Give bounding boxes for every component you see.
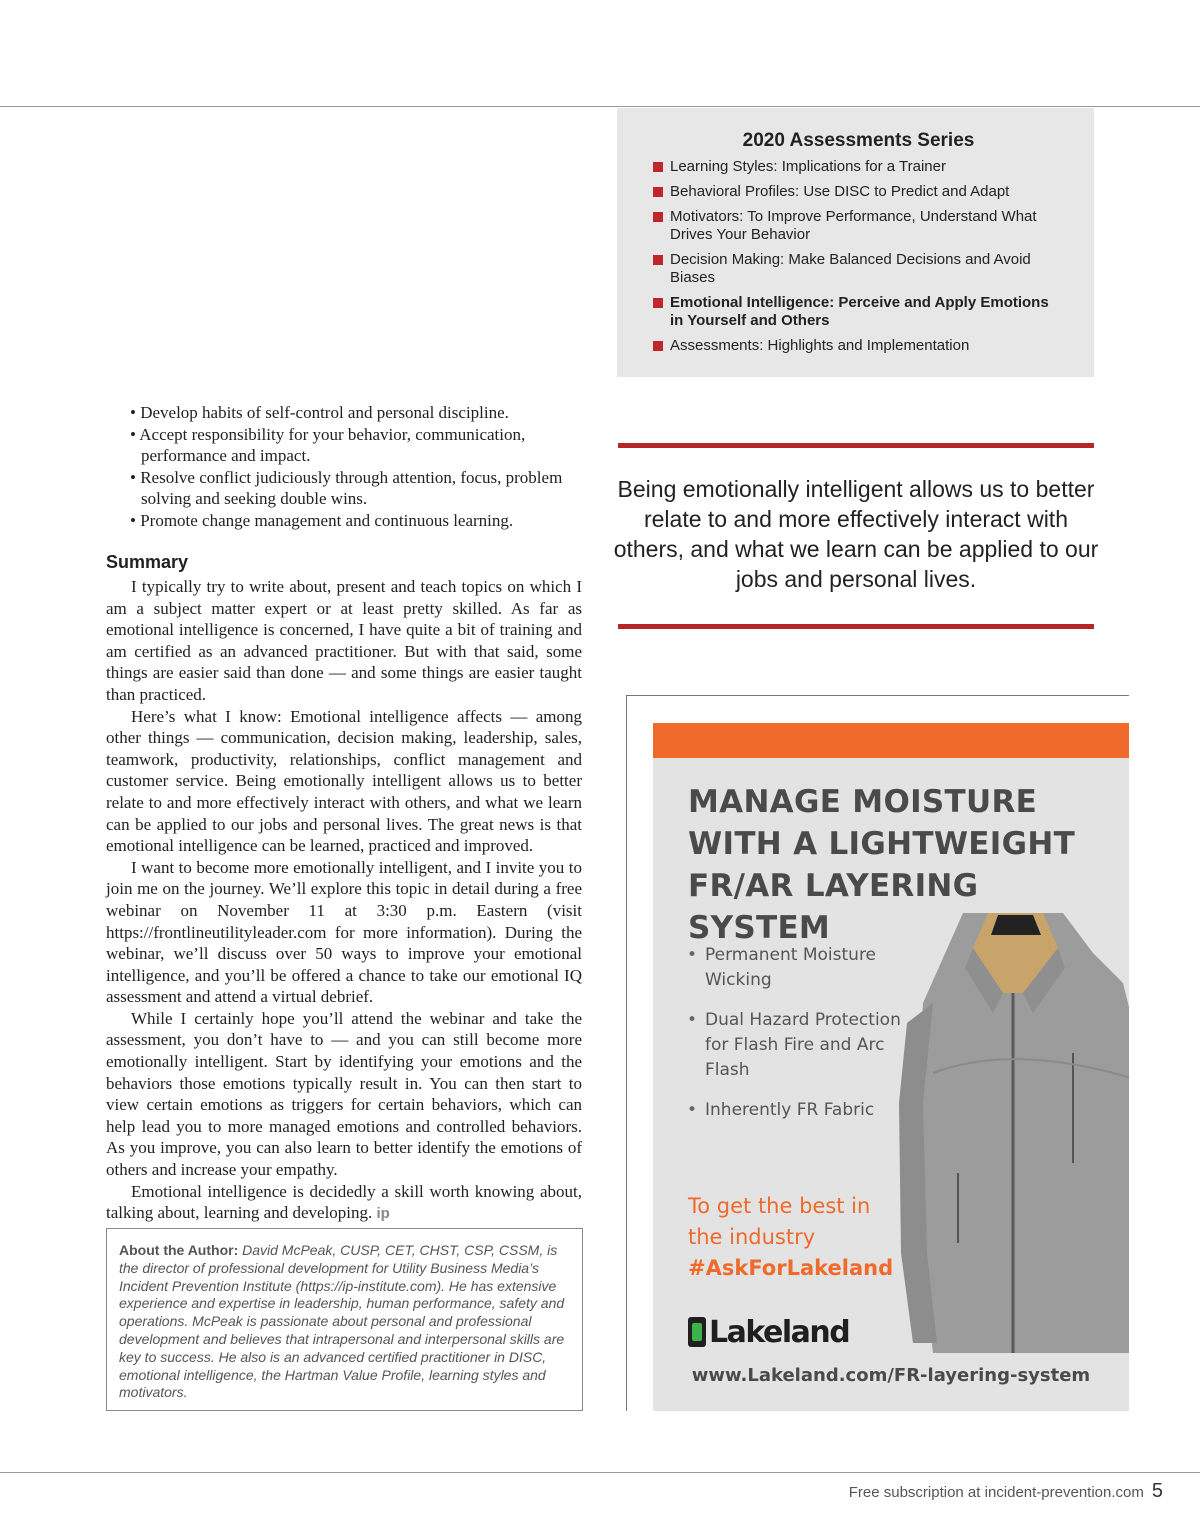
about-label: About the Author: — [119, 1242, 239, 1258]
about-author-box — [106, 1228, 583, 1411]
series-list — [653, 158, 1064, 355]
list-item: • Dual Hazard Protection for Flash Fire and Arc Flash — [687, 1010, 901, 1080]
ip-end-mark-icon: ip — [376, 1205, 390, 1223]
pull-quote: Being emotionally intelligent allows us to better relate to and more effectively interact with others, and what we learn can be applied to our jobs and personal lives. — [613, 476, 1099, 592]
subscription-link[interactable]: Free subscription at incident-prevention.com — [848, 1484, 1144, 1501]
sidebar-title: 2020 Assessments Series — [742, 130, 975, 151]
paragraph: I want to become more emotionally intelligent, and I invite you to join me on the journey. We’ll explore this topic in detail during a free webinar on November 11 at 3:30 p.m. Eastern (visit https://frontlineutilityleader.com for more information). During the webinar, we’ll discuss over 50 ways to improve your emotional intelligence, and you’ll be offered a chance to take our emotional IQ assessment and attend a virtual debrief. — [106, 857, 582, 1007]
bullet-square-icon — [653, 298, 663, 308]
series-item: Behavioral Profiles: Use DISC to Predict and Adapt — [653, 183, 1064, 201]
bullet-dot-icon: • — [687, 1100, 698, 1120]
bullet-square-icon — [653, 187, 663, 197]
ad-hashtag: #AskForLakeland — [688, 1256, 894, 1280]
ad-top-bar — [653, 723, 1129, 758]
list-item: • Resolve conflict judiciously through attention, focus, problem solving and seeking double wins. — [130, 467, 563, 508]
about-text: David McPeak, CUSP, CET, CHST, CSP, CSSM, is the director of professional development for Utility Business Media’s Incident Prevention Institute (https://ip-institute.com). He has extensive experience and expertise in leadership, human performance, safety and operations. McPeak is passionate about personal and professional development and believes that intrapersonal and interpersonal skills are key to success. He also is an advanced certified practitioner in DISC, emotional intelligence, the Hartman Value Profile, learning styles and motivators. — [119, 1242, 565, 1401]
series-item: Learning Styles: Implications for a Trainer — [653, 158, 1064, 176]
bullet-square-icon — [653, 255, 663, 265]
series-item: Motivators: To Improve Performance, Understand What Drives Your Behavior — [653, 208, 1064, 244]
assessments-series-sidebar — [617, 108, 1094, 377]
lakeland-advertisement[interactable] — [653, 723, 1129, 1411]
paragraph-final: Emotional intelligence is decidedly a skill worth knowing about, talking about, learning and developing. ip — [106, 1181, 582, 1223]
list-item: • Develop habits of self-control and personal discipline. — [130, 403, 509, 422]
paragraph: Here’s what I know: Emotional intelligence affects — among other things — communication, decision making, leadership, sales, teamwork, productivity, relationships, conflict management and customer service. Being emotionally intelligent allows us to better relate to and more effectively interact with others, and what we learn can be applied to our jobs and personal lives. The great news is that emotional intelligence can be learned, practiced and improved. — [106, 706, 582, 856]
cta-line: To get the best in the industry — [688, 1194, 871, 1249]
series-item-current: Emotional Intelligence: Perceive and Apply Emotions in Yourself and Others — [653, 294, 1064, 330]
lakeland-logo-icon — [688, 1317, 706, 1347]
list-item: • Promote change management and continuous learning. — [130, 510, 514, 530]
ad-headline: MANAGE MOISTURE WITH A LIGHTWEIGHT FR/AR LAYERING SYSTEM — [688, 784, 1076, 946]
series-item: Assessments: Highlights and Implementation — [653, 337, 1064, 355]
ad-url-link[interactable]: www.Lakeland.com/FR-layering-system — [691, 1365, 1091, 1386]
ad-feature-list — [687, 943, 907, 1138]
list-item: • Inherently FR Fabric — [687, 1098, 907, 1123]
page-number: 5 — [1151, 1480, 1163, 1502]
bottom-rule — [0, 1472, 1200, 1473]
lakeland-logo — [688, 1315, 849, 1349]
bullet-dot-icon: • — [687, 945, 698, 965]
summary-heading: Summary — [106, 552, 189, 572]
paragraph: While I certainly hope you’ll attend the webinar and take the assessment, you don’t have to — and you can still become more emotionally intelligent. Start by identifying your emotions and the behaviors those emotions typically result in. You can then start to view certain emotions as triggers for certain behaviors, which can help lead you to more managed emotions and controlled behaviors. As you improve, you can also learn to better identify the emotions of others and increase your empathy. — [106, 1008, 582, 1180]
brand-wordmark: Lakeland — [709, 1314, 850, 1350]
bullet-square-icon — [653, 341, 663, 351]
list-item: • Accept responsibility for your behavior, communication, performance and impact. — [130, 424, 526, 465]
habits-bullet-list — [130, 402, 590, 531]
pull-quote-rule-top — [618, 443, 1094, 448]
bullet-dot-icon: • — [687, 1010, 698, 1030]
list-item: • Permanent Moisture Wicking — [687, 945, 877, 990]
series-item: Decision Making: Make Balanced Decisions and Avoid Biases — [653, 251, 1064, 287]
page-footer — [849, 1480, 1163, 1503]
jacket-image — [893, 873, 1129, 1353]
top-rule — [0, 106, 1200, 107]
bullet-square-icon — [653, 212, 663, 222]
pull-quote-rule-bottom — [618, 624, 1094, 629]
paragraph: I typically try to write about, present and teach topics on which I am a subject matter expert or at least pretty skilled. As far as emotional intelligence is concerned, I have quite a bit of training and am certified as an advanced practitioner. But with that said, some things are easier said than done — and some things are easier taught than practiced. — [106, 577, 582, 704]
ad-call-to-action — [688, 1191, 908, 1284]
bullet-square-icon — [653, 162, 663, 172]
summary-body — [106, 576, 582, 1225]
